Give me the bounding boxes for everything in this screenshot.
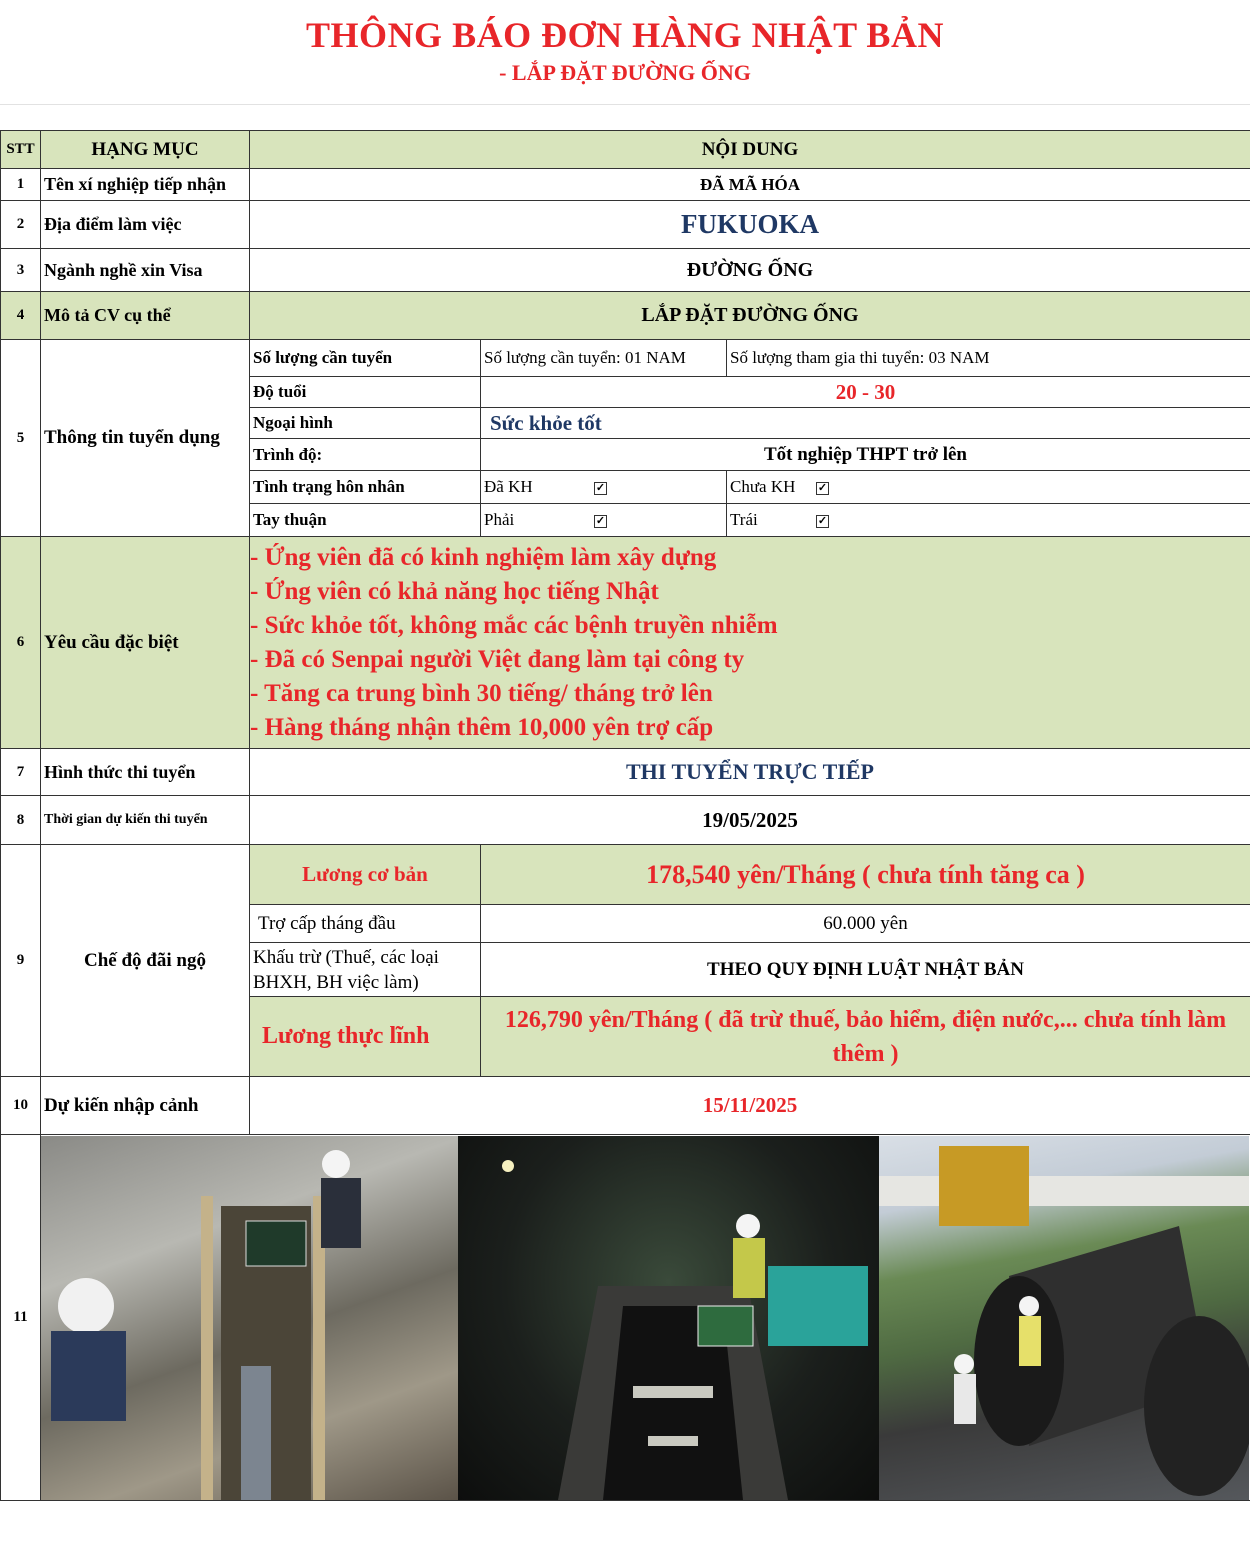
net-salary-label: Lương thực lĩnh bbox=[250, 997, 481, 1077]
row-stt: 1 bbox=[1, 169, 41, 201]
location-value: FUKUOKA bbox=[250, 201, 1250, 249]
photo-gallery bbox=[41, 1136, 1250, 1500]
left-hand-checkbox[interactable]: ✓ bbox=[817, 514, 828, 527]
row-stt: 8 bbox=[1, 796, 41, 845]
table-row bbox=[1, 1135, 1250, 1501]
requirement-item: - Hàng tháng nhận thêm 10,000 yên trợ cấp bbox=[250, 713, 714, 741]
night-excavation-illustration bbox=[458, 1136, 879, 1500]
table-row bbox=[1, 249, 1250, 292]
row-label-benefits: Chế độ đãi ngộ bbox=[41, 845, 250, 1077]
single-checkbox[interactable]: ✓ bbox=[817, 481, 828, 494]
base-salary-label: Lương cơ bản bbox=[250, 845, 481, 905]
handedness-label: Tay thuận bbox=[250, 504, 481, 537]
row-stt: 10 bbox=[1, 1077, 41, 1135]
base-salary-value: 178,540 yên/Tháng ( chưa tính tăng ca ) bbox=[481, 845, 1250, 905]
table-row bbox=[1, 340, 1250, 377]
row-label-recruitment: Thông tin tuyển dụng bbox=[41, 340, 250, 537]
quantity-value: Số lượng cần tuyển: 01 NAM bbox=[481, 340, 727, 377]
entry-date-value: 15/11/2025 bbox=[250, 1077, 1250, 1135]
quantity-label: Số lượng cần tuyển bbox=[250, 340, 481, 377]
participants-value: Số lượng tham gia thi tuyển: 03 NAM bbox=[727, 340, 1250, 377]
night-excavation-photo bbox=[458, 1136, 879, 1500]
requirement-item: - Sức khỏe tốt, không mắc các bệnh truyền nhiễm bbox=[250, 611, 778, 639]
photo-strip bbox=[41, 1135, 1250, 1501]
education-label: Trình độ: bbox=[250, 439, 481, 471]
table-row bbox=[1, 201, 1250, 249]
row-stt: 7 bbox=[1, 749, 41, 796]
row-label-company: Tên xí nghiệp tiếp nhận bbox=[41, 169, 250, 201]
right-hand-label: Phải bbox=[484, 510, 515, 529]
col-header-stt: STT bbox=[1, 131, 41, 169]
large-pipe-illustration bbox=[879, 1136, 1249, 1500]
special-requirements bbox=[250, 537, 1250, 749]
row-label-exam-form: Hình thức thi tuyển bbox=[41, 749, 250, 796]
married-option bbox=[481, 471, 727, 504]
single-label: Chưa KH bbox=[730, 477, 796, 496]
row-label-job-desc: Mô tả CV cụ thể bbox=[41, 292, 250, 340]
row-label-special: Yêu cầu đặc biệt bbox=[41, 537, 250, 749]
requirement-item: - Ứng viên đã có kinh nghiệm làm xây dựng bbox=[250, 543, 717, 571]
married-label: Đã KH bbox=[484, 477, 533, 496]
row-label-location: Địa điểm làm việc bbox=[41, 201, 250, 249]
exam-date-value: 19/05/2025 bbox=[250, 796, 1250, 845]
first-month-allowance-label: Trợ cấp tháng đầu bbox=[250, 905, 481, 943]
right-hand-checkbox[interactable]: ✓ bbox=[595, 514, 606, 527]
table-row bbox=[1, 845, 1250, 905]
pipe-trench-illustration bbox=[41, 1136, 458, 1500]
row-label-exam-date: Thời gian dự kiến thi tuyển bbox=[41, 796, 250, 845]
visa-value: ĐƯỜNG ỐNG bbox=[250, 249, 1250, 292]
job-desc-value: LẮP ĐẶT ĐƯỜNG ỐNG bbox=[250, 292, 1250, 340]
appearance-label: Ngoại hình bbox=[250, 408, 481, 439]
first-month-allowance-value: 60.000 yên bbox=[481, 905, 1250, 943]
table-row bbox=[1, 537, 1250, 749]
requirement-item: - Ứng viên có khả năng học tiếng Nhật bbox=[250, 577, 659, 605]
left-hand-label: Trái bbox=[730, 510, 758, 529]
large-pipe-installation-photo bbox=[879, 1136, 1249, 1500]
row-stt: 5 bbox=[1, 340, 41, 537]
table-row bbox=[1, 1077, 1250, 1135]
table-row bbox=[1, 292, 1250, 340]
row-label-visa: Ngành nghề xin Visa bbox=[41, 249, 250, 292]
exam-form-value: THI TUYỂN TRỰC TIẾP bbox=[250, 749, 1250, 796]
single-option bbox=[727, 471, 1250, 504]
page-subtitle: - LẮP ĐẶT ĐƯỜNG ỐNG bbox=[499, 60, 751, 85]
pipe-trench-photo bbox=[41, 1136, 458, 1500]
col-header-hang-muc: HẠNG MỤC bbox=[41, 131, 250, 169]
left-hand-option bbox=[727, 504, 1250, 537]
company-value: ĐÃ MÃ HÓA bbox=[250, 169, 1250, 201]
table-row bbox=[1, 796, 1250, 845]
requirement-item: - Tăng ca trung bình 30 tiếng/ tháng trở lên bbox=[250, 679, 713, 707]
right-hand-option bbox=[481, 504, 727, 537]
page-header bbox=[0, 0, 1250, 105]
table-header-row bbox=[1, 131, 1250, 169]
row-stt: 9 bbox=[1, 845, 41, 1077]
age-value: 20 - 30 bbox=[481, 377, 1250, 408]
deductions-value: THEO QUY ĐỊNH LUẬT NHẬT BẢN bbox=[481, 943, 1250, 997]
age-label: Độ tuổi bbox=[250, 377, 481, 408]
row-stt: 6 bbox=[1, 537, 41, 749]
page-title: THÔNG BÁO ĐƠN HÀNG NHẬT BẢN bbox=[306, 15, 944, 55]
table-row bbox=[1, 169, 1250, 201]
col-header-noi-dung: NỘI DUNG bbox=[250, 131, 1250, 169]
marital-label: Tình trạng hôn nhân bbox=[250, 471, 481, 504]
deductions-label: Khấu trừ (Thuế, các loại BHXH, BH việc làm) bbox=[250, 943, 481, 997]
row-stt: 11 bbox=[1, 1135, 41, 1501]
married-checkbox[interactable]: ✓ bbox=[595, 481, 606, 494]
net-salary-value: 126,790 yên/Tháng ( đã trừ thuế, bảo hiểm, điện nước,... chưa tính làm thêm ) bbox=[481, 997, 1250, 1077]
row-stt: 2 bbox=[1, 201, 41, 249]
row-stt: 3 bbox=[1, 249, 41, 292]
order-table bbox=[0, 130, 1250, 1501]
appearance-value: Sức khỏe tốt bbox=[481, 408, 1250, 439]
education-value: Tốt nghiệp THPT trở lên bbox=[481, 439, 1250, 471]
row-label-entry: Dự kiến nhập cảnh bbox=[41, 1077, 250, 1135]
requirement-item: - Đã có Senpai người Việt đang làm tại công ty bbox=[250, 645, 745, 673]
row-stt: 4 bbox=[1, 292, 41, 340]
table-row bbox=[1, 749, 1250, 796]
